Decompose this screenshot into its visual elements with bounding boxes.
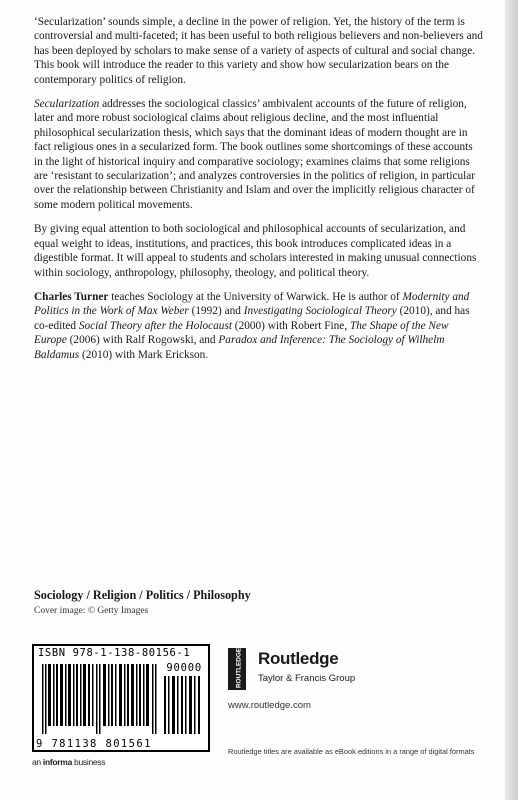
book-title-italic: Secularization bbox=[34, 98, 100, 111]
author-name: Charles Turner bbox=[34, 290, 109, 303]
author-bio bbox=[34, 290, 484, 362]
blurb-paragraph-3: By giving equal attention to both sociological and philosophical accounts of secularization, and equal weight to ideas, institutions, and practices, this book introduces complicated ideas in a digestible format. It will appeal to students and scholars interested in making unusual connections within sociology, anthropology, philosophy, theology, and political theory. bbox=[34, 223, 477, 279]
subject-categories: Sociology / Religion / Politics / Philosophy bbox=[34, 588, 251, 602]
author-book-title: Paradox and Inference: The Sociology of Wilhelm Baldamus bbox=[34, 334, 445, 361]
isbn-barcode bbox=[32, 644, 210, 752]
publisher-group: Taylor & Francis Group bbox=[258, 673, 356, 684]
author-bio-text: (1992) and bbox=[188, 305, 244, 318]
author-bio-text: (2010), and has co-edited bbox=[34, 305, 470, 332]
routledge-logo-text: ROUTLEDGE bbox=[235, 648, 243, 688]
price-barcode-bars bbox=[164, 676, 204, 734]
price-code: 90000 bbox=[166, 662, 202, 674]
publisher-name: Routledge bbox=[258, 649, 339, 668]
routledge-logo-icon bbox=[228, 648, 246, 690]
blurb bbox=[34, 15, 484, 372]
blurb-paragraph-2 bbox=[34, 97, 484, 212]
informa-suffix: business bbox=[72, 757, 106, 767]
informa-brand: informa bbox=[42, 757, 72, 767]
author-book-title: Modernity and Politics in the Work of Max Weber bbox=[34, 290, 470, 318]
author-bio-text: teaches Sociology at the University of Warwick. He is author of bbox=[108, 290, 403, 303]
author-bio-text: (2000) with Robert Fine, bbox=[231, 319, 350, 332]
blurb-paragraph-2-text: addresses the sociological classics’ ambivalent accounts of the future of religion, later and more robust sociological claims about religious decline, and the most influential philosophical secularization thesis, which says that the dominant ideas of modern thought are in fact religious ones in a secularized form. The book outlines some shortcomings of these accounts in the light of historical inquiry and comparative sociology; examines claims that some religions are ‘resistant to secularization’; and analyzes controversies in the politics of religion, in particular over the relationship between Christianity and Islam and over the implicitly religious character of some modern political movements. bbox=[34, 98, 476, 211]
author-book-title: Investigating Sociological Theory bbox=[243, 305, 397, 318]
page-edge-shadow bbox=[505, 0, 518, 800]
informa-prefix: an bbox=[32, 757, 43, 767]
publisher-website-link[interactable]: www.routledge.com bbox=[228, 700, 311, 711]
author-bio-text: (2010) with Mark Erickson. bbox=[79, 348, 209, 361]
ebook-availability-note: Routledge titles are available as eBook editions in a range of digital formats bbox=[228, 747, 475, 756]
ean-barcode-bars bbox=[40, 664, 158, 734]
informa-business-tag bbox=[32, 757, 105, 767]
author-bio-text: (2006) with Ralf Rogowski, and bbox=[66, 334, 219, 347]
author-book-title: The Shape of the New Europe bbox=[34, 319, 449, 347]
isbn-text: ISBN 978-1-138-80156-1 bbox=[38, 647, 191, 659]
ean-digits: 9 781138 801561 bbox=[36, 738, 152, 750]
author-book-title: Social Theory after the Holocaust bbox=[78, 319, 232, 332]
cover-image-credit: Cover image: © Getty Images bbox=[34, 606, 149, 616]
blurb-paragraph-1: ‘Secularization’ sounds simple, a decline in the power of religion. Yet, the history of the term is controversial and multi-faceted; it has been useful to both religious believers and non-believers and has been deployed by scholars to make sense of a variety of aspects of cultural and social change. This book will introduce the reader to this variety and show how secularization bears on the contemporary politics of religion. bbox=[34, 16, 483, 86]
